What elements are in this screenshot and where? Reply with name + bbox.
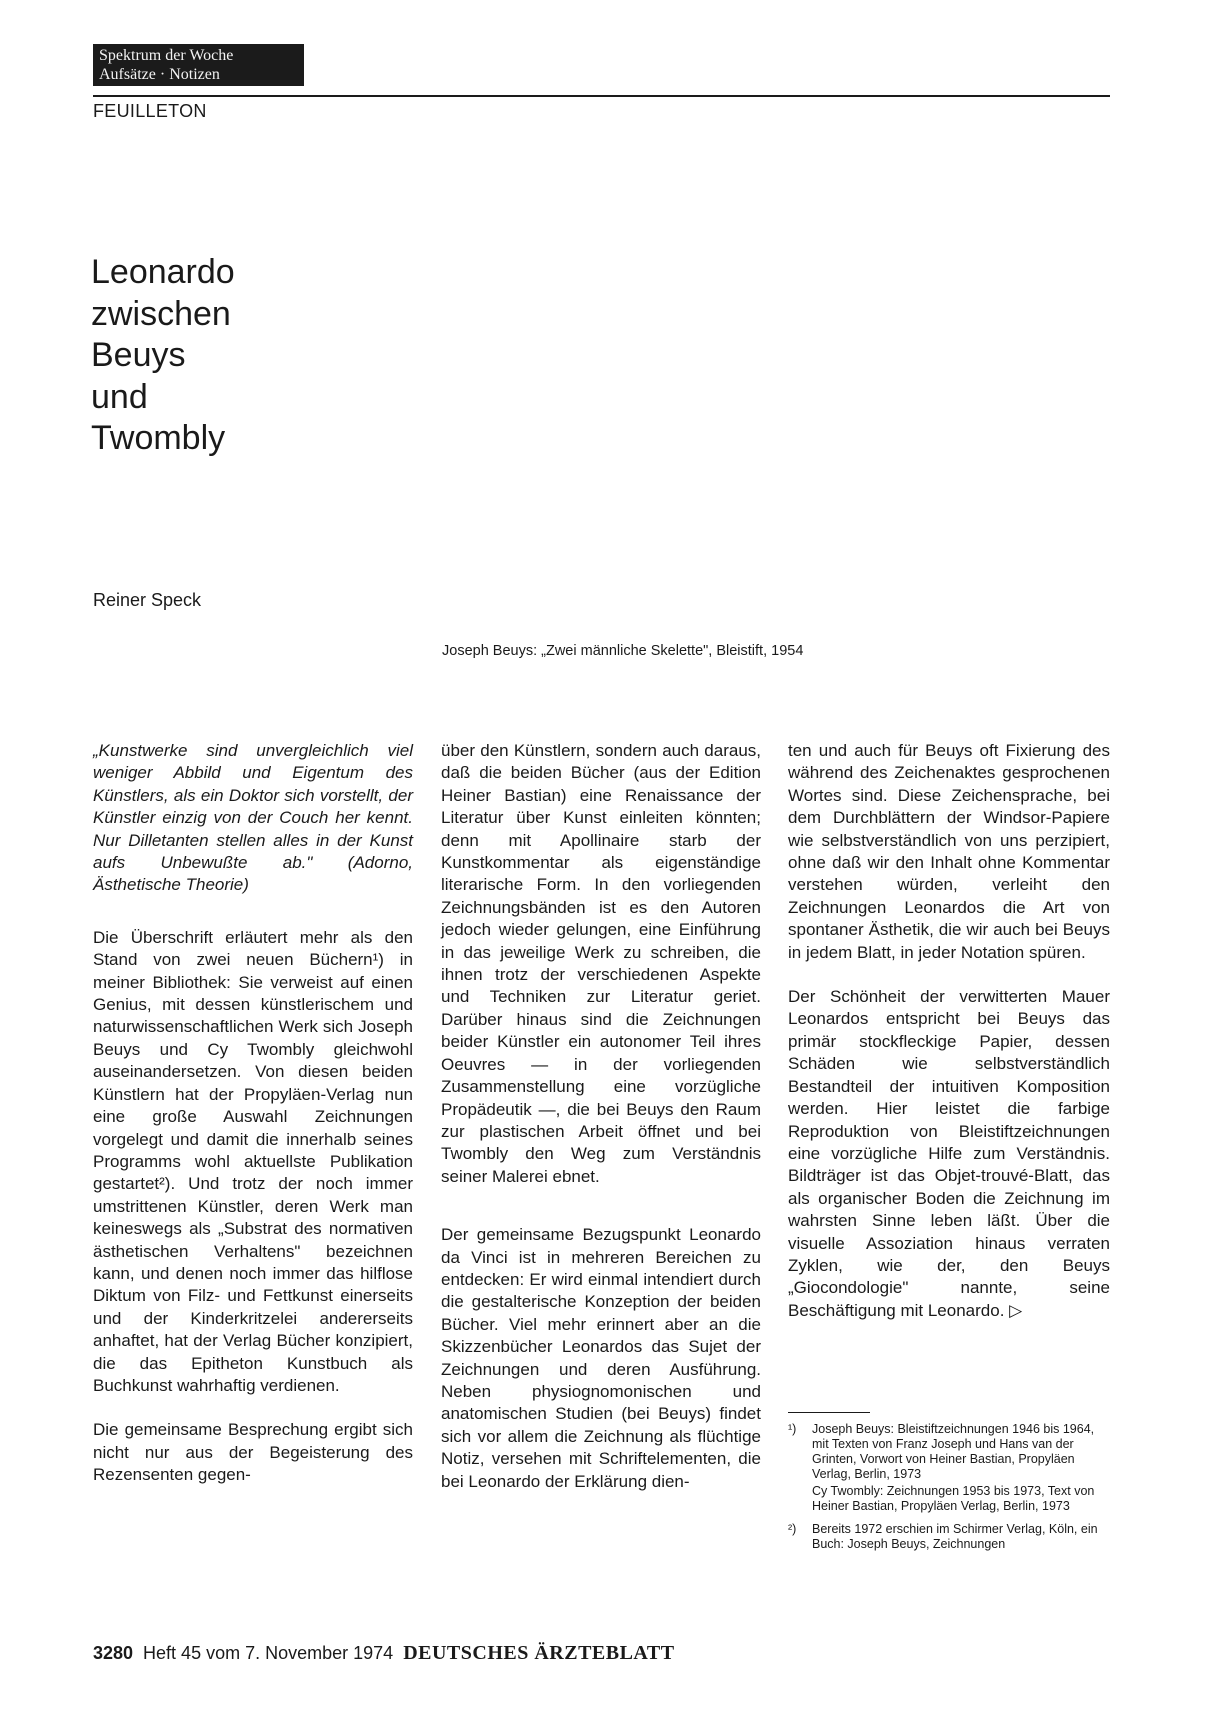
text-column-2 [441, 740, 761, 1515]
section-badge [93, 44, 304, 86]
title-line: Leonardo [91, 253, 235, 291]
title-line: zwischen [91, 294, 231, 333]
text-column-1 [93, 740, 413, 1509]
epigraph-quote: „Kunstwerke sind unvergleichlich viel weniger Abbild und Eigentum des Künstlers, als ein Doktor sich vorstellt, der Künstler einzig von der Couch her kennt. Nur Dilletanten stellen alles in der Kunst aufs Unbewußte ab." (Adorno, Ästhetische Theorie) [93, 741, 413, 895]
image-caption: Joseph Beuys: „Zwei männliche Skelette", Bleistift, 1954 [442, 643, 804, 659]
footnote-rule [788, 1412, 870, 1413]
article-title [91, 252, 235, 460]
footnote-2 [788, 1522, 1110, 1554]
footnote-mark: ¹) [788, 1422, 797, 1436]
body-paragraph: Die gemeinsame Besprechung ergibt sich nicht nur aus der Begeisterung des Rezensenten gegen- [93, 1420, 413, 1485]
body-paragraph: ten und auch für Beuys oft Fixierung des während des Zeichenaktes gesprochenen Wortes sind. Diese Zeichensprache, bei dem Durchblättern der Windsor-Papiere wie selbstverständlich von uns perzipiert, ohne daß wir den Inhalt ohne Kommentar verstehen würden, verleiht den Zeichnungen Leonardos die Art von spontaner Ästhetik, die wir auch bei Beuys in jedem Blatt, in jeder Notation spüren. [788, 741, 1110, 962]
body-paragraph: Die Überschrift erläutert mehr als den Stand von zwei neuen Büchern¹) in meiner Bibliothek: Sie verweist auf einen Genius, mit dessen künstlerischem und naturwissenschaftlichen Werk sich Joseph Beuys und Cy Twombly gleichwohl auseinandersetzen. Von diesen beiden Künstlern hat der Propyläen-Verlag nun eine große Auswahl Zeichnungen vorgelegt und damit die innerhalb seines Programms wohl aktuellste Publikation gestartet²). Und trotz der noch immer umstrittenen Künstler, deren Werk man keineswegs als „Substrat des normativen ästhetischen Verhaltens" bezeichnen kann, und denen noch immer das hilflose Diktum von Filz- und Fettkunst einerseits und der Kinderkritzelei andererseits anhaftet, hat der Verlag Bücher konzipiert, die das Epitheton Kunstbuch als Buchkunst wahrhaftig verdienen. [93, 927, 413, 1395]
footnote-1 [788, 1422, 1110, 1516]
issue-info: Heft 45 vom 7. November 1974 [143, 1643, 394, 1663]
journal-name: DEUTSCHES ÄRZTEBLATT [403, 1642, 675, 1664]
body-paragraph: über den Künstlern, sondern auch daraus, daß die beiden Bücher (aus der Edition Heiner Bastian) eine Renaissance der Literatur über Kunst einleiten könnten; denn mit Apollinaire starb der Kunstkommentar als eigenständige literarische Form. In den vorliegenden Zeichnungsbänden ist es den Autoren jedoch wieder gelungen, eine Einführung in das jeweilige Werk zu schreiben, die ihnen trotz der verschiedenen Aspekte und Techniken zur Literatur geriet. Darüber hinaus sind die Zeichnungen beider Künstler ein autonomer Teil ihres Oeuvres — in der vorliegenden Zusammenstellung eine vorzügliche Propädeutik —, die bei Beuys den Raum zur plastischen Arbeit öffnet und bei Twombly den Weg zum Verständnis seiner Malerei ebnet. [441, 741, 761, 1186]
footnote-text: Joseph Beuys: Bleistiftzeichnungen 1946 bis 1964, mit Texten von Franz Joseph und Hans van der Grinten, Vorwort von Heiner Bastian, Propyläen Verlag, Berlin, 1973 [812, 1422, 1095, 1481]
page-footer [93, 1642, 675, 1665]
body-paragraph: Der Schönheit der verwitterten Mauer Leonardos entspricht bei Beuys das primär stockfleckige Papier, dessen Schäden wie selbstverständlich Bestandteil der intuitiven Komposition werden. Hier leistet die farbige Reproduktion von Bleistiftzeichnungen eine vorzügliche Hilfe zum Verständnis. Bildträger ist das Objet-trouvé-Blatt, das als organischer Boden die Zeichnung im wahrsten Sinne leben läßt. Über die visuelle Assoziation hinaus verraten Zyklen, wie der, den Beuys „Giocondologie" nannte, seine Beschäftigung mit Leonardo. ▷ [788, 987, 1110, 1320]
author-name: Reiner Speck [93, 590, 202, 610]
footnote-mark: ²) [788, 1522, 797, 1536]
section-label: FEUILLETON [93, 101, 207, 121]
footnote-text: Bereits 1972 erschien im Schirmer Verlag, Köln, ein Buch: Joseph Beuys, Zeichnungen [812, 1522, 1098, 1551]
footnote-text: Cy Twombly: Zeichnungen 1953 bis 1973, Text von Heiner Bastian, Propyläen Verlag, Berlin, 1973 [812, 1484, 1095, 1513]
page-number: 3280 [93, 1643, 134, 1663]
title-line: Twombly [91, 419, 226, 457]
text-column-3 [788, 740, 1110, 1344]
title-line: Beuys [91, 336, 186, 374]
title-line: und [91, 377, 148, 416]
header-rule [93, 95, 1110, 97]
body-paragraph: Der gemeinsame Bezugspunkt Leonardo da Vinci ist in mehreren Bereichen zu entdecken: Er wird einmal intendiert durch die gestalterische Konzeption der beiden Bücher. Viel mehr erinnert aber an die Skizzenbücher Leonardos das Sujet der Zeichnungen und deren Ausführung. Neben physiognomonischen und anatomischen Studien (bei Beuys) findet sich vor allem die Zeichnung als flüchtige Notiz, versehen mit Schriftelementen, die bei Leonardo der Erklärung dien- [441, 1225, 761, 1491]
badge-line-1: Spektrum der Woche [99, 47, 234, 64]
footnotes [788, 1422, 1110, 1560]
badge-line-2: Aufsätze · Notizen [99, 66, 220, 83]
